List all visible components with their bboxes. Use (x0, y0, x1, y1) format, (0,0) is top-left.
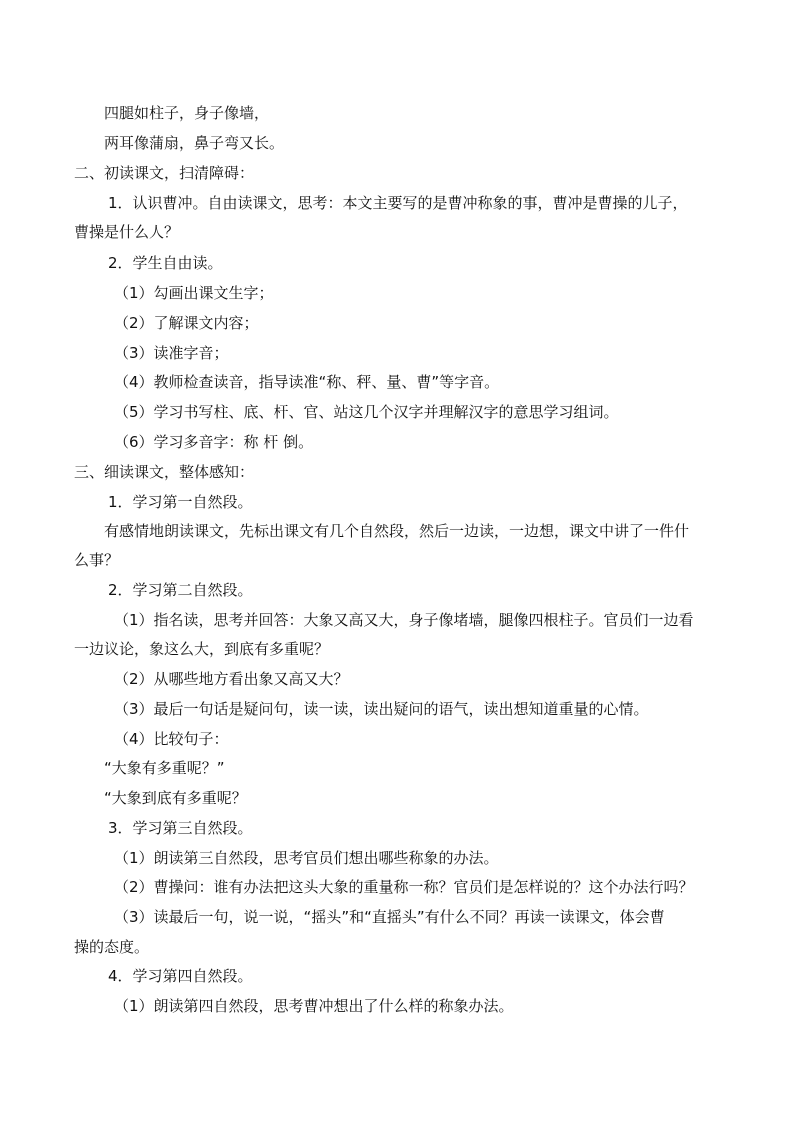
list-item: （3）最后一句话是疑问句，读一读，读出疑问的语气，读出想知道重量的心情。 (114, 700, 649, 718)
list-item: （3）读最后一句，说一说，“摇头”和“直摇头”有什么不同？再读一读课文，体会曹 (114, 908, 665, 926)
section-heading: 三、细读课文，整体感知： (74, 463, 255, 481)
list-item: （3）读准字音； (114, 344, 229, 362)
list-item: （1）朗读第四自然段，思考曹冲想出了什么样的称象办法。 (114, 997, 514, 1015)
paragraph-line: 有感情地朗读课文，先标出课文有几个自然段，然后一边读，一边想，课文中讲了一件什 (104, 522, 690, 540)
paragraph-line: 1．认识曹冲。自由读课文，思考：本文主要写的是曹冲称象的事，曹冲是曹操的儿子， (108, 194, 688, 212)
list-item: （1）指名读，思考并回答：大象又高又大，身子像堵墙，腿像四根柱子。官员们一边看 (114, 611, 694, 629)
list-item: （1）朗读第三自然段，思考官员们想出哪些称象的办法。 (114, 849, 499, 867)
quote-line: “大象到底有多重呢？ (104, 789, 247, 807)
list-item: （4）比较句子： (114, 730, 229, 748)
list-heading: 4．学习第四自然段。 (108, 967, 253, 985)
list-item: （2）从哪些地方看出象又高又大？ (114, 670, 349, 688)
poem-line: 两耳像蒲扇，鼻子弯又长。 (104, 134, 285, 152)
poem-line: 四腿如柱子，身子像墙， (104, 104, 270, 122)
paragraph-line: 么事？ (74, 551, 120, 569)
section-heading: 二、初读课文，扫清障碍： (74, 164, 255, 182)
list-item: （5）学习书写柱、底、杆、官、站这几个汉字并理解汉字的意思学习组词。 (114, 403, 619, 421)
quote-line: “大象有多重呢？” (104, 759, 225, 777)
list-item: （4）教师检查读音，指导读准“称、秤、量、曹”等字音。 (114, 373, 500, 391)
list-item: （2）曹操问：谁有办法把这头大象的重量称一称？官员们是怎样说的？这个办法行吗？ (114, 878, 694, 896)
list-heading: 2．学习第二自然段。 (108, 581, 253, 599)
list-item: （6）学习多音字：称 杆 倒。 (114, 433, 314, 451)
list-item: （2）了解课文内容； (114, 314, 259, 332)
paragraph-line: 一边议论，象这么大，到底有多重呢？ (74, 640, 330, 658)
list-heading: 2．学生自由读。 (108, 254, 223, 272)
paragraph-line: 操的态度。 (74, 938, 150, 956)
list-heading: 1．学习第一自然段。 (108, 493, 253, 511)
list-heading: 3．学习第三自然段。 (108, 819, 253, 837)
paragraph-line: 曹操是什么人？ (74, 223, 180, 241)
list-item: （1）勾画出课文生字； (114, 284, 274, 302)
